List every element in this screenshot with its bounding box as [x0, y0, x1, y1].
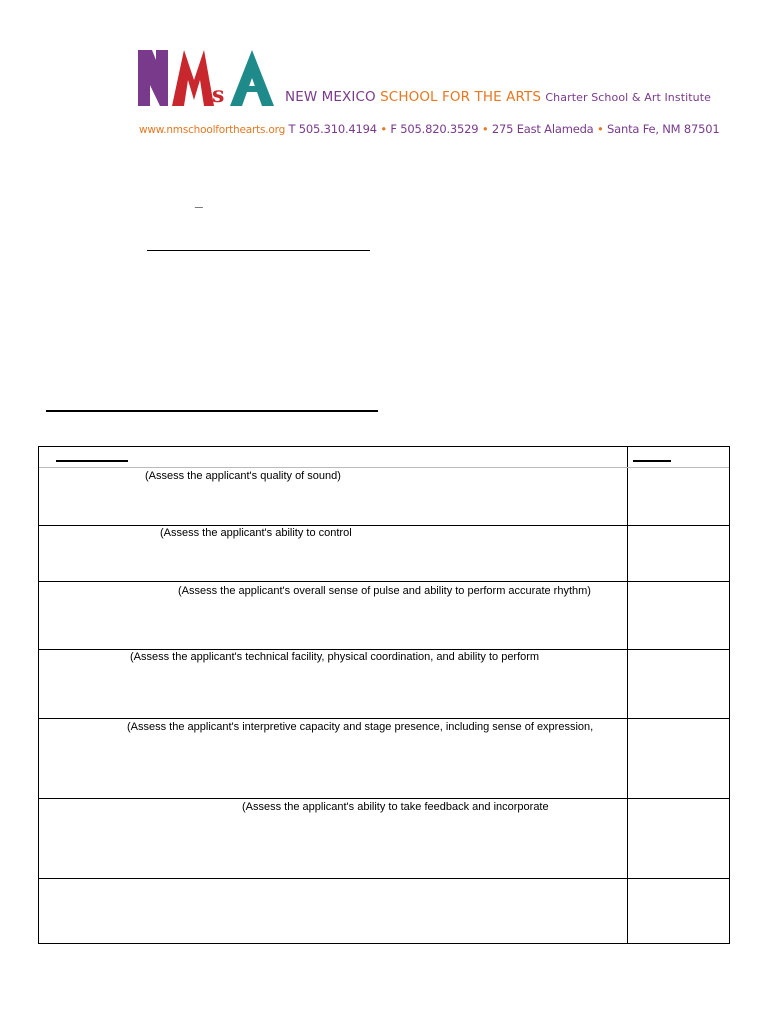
criterion-tone: (Assess the applicant's quality of sound) [145, 470, 341, 482]
score-column-divider [627, 447, 628, 943]
row-divider [39, 525, 729, 526]
criterion-control: (Assess the applicant's ability to control [160, 527, 352, 539]
fax: F 505.820.3529 [390, 122, 479, 136]
address: 275 East Alameda [491, 122, 594, 136]
row-divider [39, 718, 729, 719]
dash-mark: _ [195, 193, 203, 209]
name-underline [147, 250, 370, 251]
school-name: NEW MEXICO SCHOOL FOR THE ARTS Charter School & Art Institute [285, 89, 712, 105]
criterion-rhythm: (Assess the applicant's overall sense of pulse and ability to perform accurate rhythm) [178, 585, 591, 597]
score-header-underline [633, 460, 671, 462]
criterion-technique: (Assess the applicant's technical facility, physical coordination, and ability to perform [130, 651, 540, 663]
contact-line: www.nmschoolforthearts.org T 505.310.4194 • F 505.820.3529 • 275 East Alameda • Santa Fe, NM 87501 [139, 122, 720, 136]
logo-a [230, 50, 274, 106]
criterion-interpretation: (Assess the applicant's interpretive capacity and stage presence, including sense of expression, [127, 721, 594, 733]
logo-m [172, 50, 214, 106]
row-divider [39, 878, 729, 879]
section-underline [46, 410, 378, 412]
row-divider [39, 798, 729, 799]
city: Santa Fe, NM 87501 [607, 122, 720, 136]
nmsa-logo [138, 50, 278, 106]
logo-s: s [212, 82, 225, 106]
criteria-header-underline [56, 460, 128, 462]
row-divider [39, 649, 729, 650]
rubric-table [38, 446, 730, 944]
header-row-divider [39, 467, 729, 468]
phone: T 505.310.4194 [288, 122, 377, 136]
logo-a-bar [238, 86, 266, 92]
website-link[interactable]: www.nmschoolforthearts.org [139, 124, 286, 136]
criterion-feedback: (Assess the applicant's ability to take feedback and incorporate [242, 801, 549, 813]
row-divider [39, 581, 729, 582]
